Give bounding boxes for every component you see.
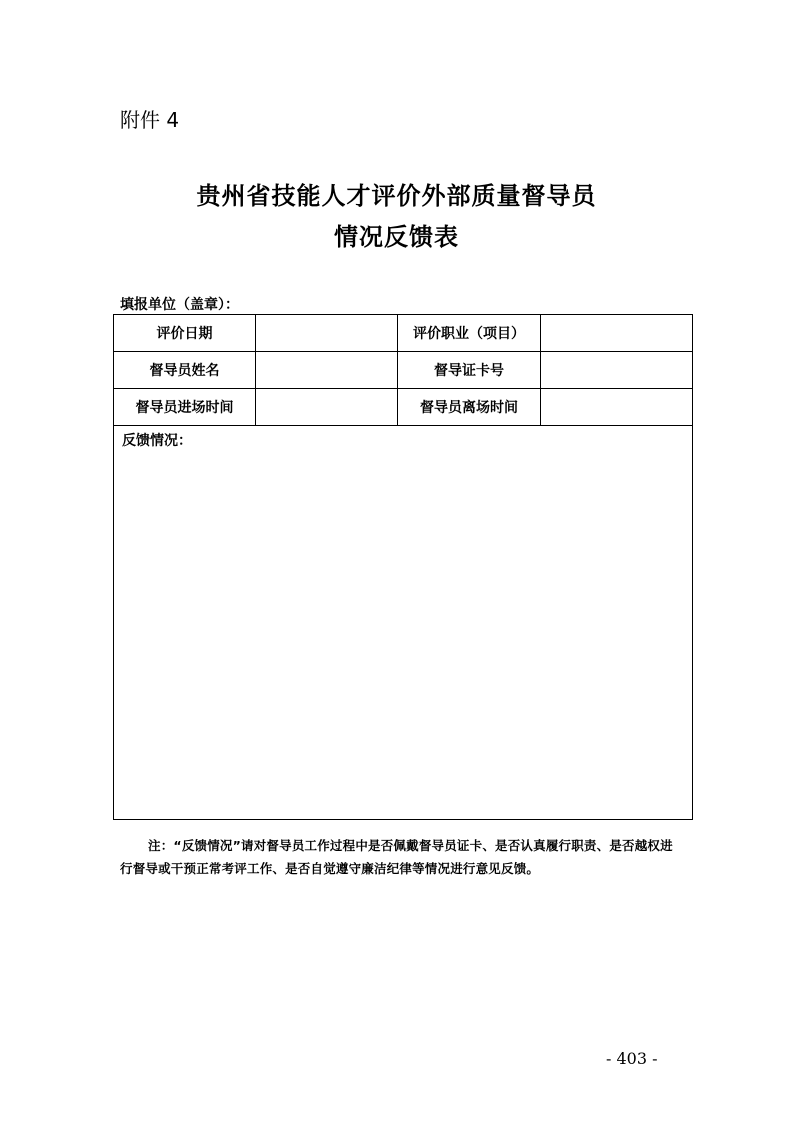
reporting-unit-label: 填报单位（盖章）： (120, 297, 239, 313)
feedback-area[interactable] (114, 426, 693, 820)
table-row (114, 352, 693, 389)
supervisor-card-number-label: 督导证卡号 (398, 352, 541, 389)
supervisor-name-field[interactable] (256, 352, 398, 389)
attachment-label: 附件 4 (120, 108, 180, 132)
evaluation-occupation-field[interactable] (541, 315, 693, 352)
footnote: 注：“反馈情况”请对督导员工作过程中是否佩戴督导员证卡、是否认真履行职责、是否越权进行督导或干预正常考评工作、是否自觉遵守廉洁纪律等情况进行意见反馈。 (120, 838, 673, 876)
supervisor-name-label: 督导员姓名 (114, 352, 256, 389)
table-row (114, 389, 693, 426)
exit-time-field[interactable] (541, 389, 693, 426)
evaluation-date-field[interactable] (256, 315, 398, 352)
document-title-line2: 情况反馈表 (334, 222, 459, 251)
entry-time-field[interactable] (256, 389, 398, 426)
exit-time-label: 督导员离场时间 (398, 389, 541, 426)
feedback-form-table (113, 314, 693, 820)
evaluation-occupation-label: 评价职业（项目） (398, 315, 541, 352)
evaluation-date-label: 评价日期 (114, 315, 256, 352)
supervisor-card-number-field[interactable] (541, 352, 693, 389)
entry-time-label: 督导员进场时间 (114, 389, 256, 426)
table-row (114, 426, 693, 820)
table-row (114, 315, 693, 352)
feedback-label: 反馈情况： (122, 433, 192, 449)
document-title-line1: 贵州省技能人才评价外部质量督导员 (196, 181, 597, 210)
page-number: - 403 - (606, 1049, 658, 1068)
